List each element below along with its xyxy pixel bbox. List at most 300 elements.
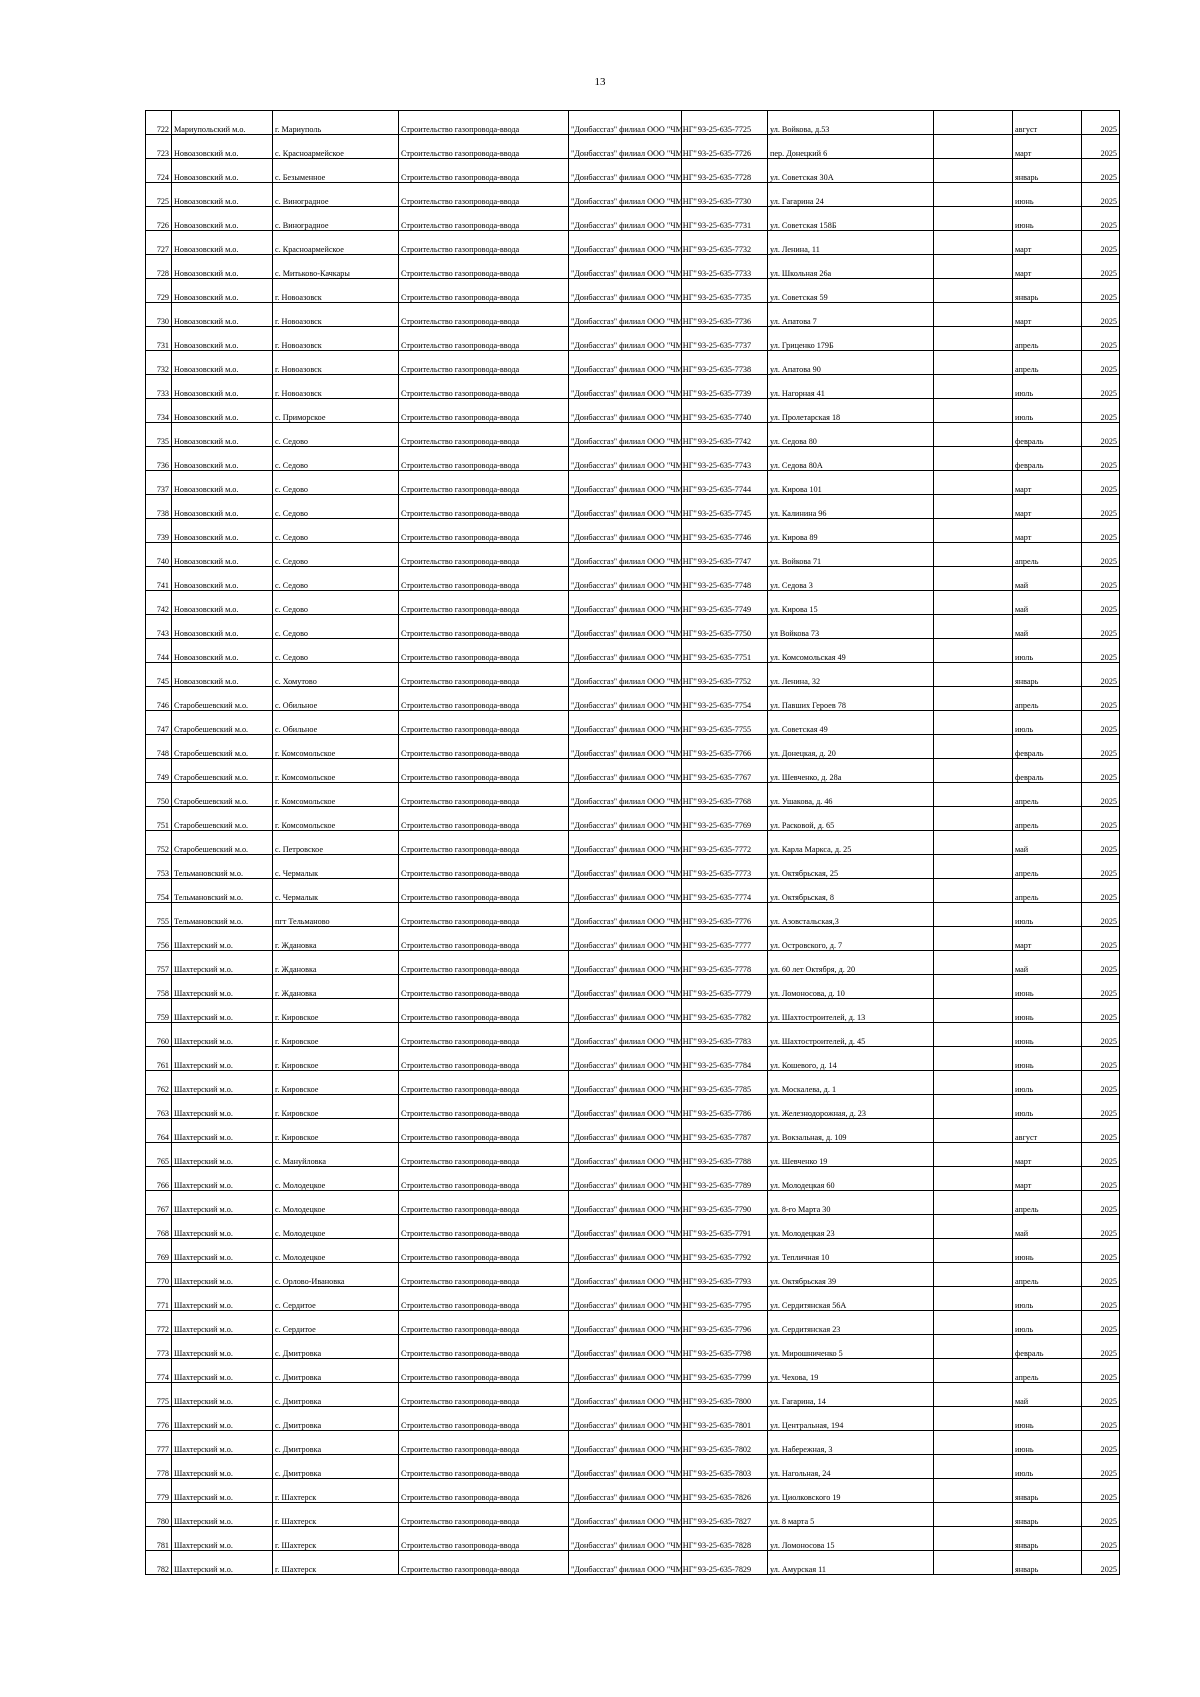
table-row	[146, 1287, 1120, 1311]
row-number: 736	[146, 447, 172, 471]
table-row	[146, 183, 1120, 207]
work-type-cell: Строительство газопровода-ввода	[399, 999, 569, 1023]
work-type-cell: Строительство газопровода-ввода	[399, 975, 569, 999]
locality-cell: с. Мануйловка	[273, 1143, 399, 1167]
row-number: 772	[146, 1311, 172, 1335]
work-type-cell: Строительство газопровода-ввода	[399, 1455, 569, 1479]
locality-cell: г. Кировское	[273, 999, 399, 1023]
object-code-cell: 93-25-635-7738	[682, 351, 768, 375]
municipality-cell: Шахтерский м.о.	[172, 1407, 273, 1431]
locality-cell: с. Виноградное	[273, 183, 399, 207]
organization-cell: "Донбассгаз" филиал ООО "ЧМНГ"	[569, 255, 682, 279]
month-cell: май	[1013, 615, 1082, 639]
organization-cell: "Донбассгаз" филиал ООО "ЧМНГ"	[569, 1215, 682, 1239]
address-cell: ул. Седова 80А	[768, 447, 934, 471]
municipality-cell: Новоазовский м.о.	[172, 543, 273, 567]
address-cell: ул. Набережная, 3	[768, 1431, 934, 1455]
locality-cell: г. Кировское	[273, 1023, 399, 1047]
table-row	[146, 399, 1120, 423]
locality-cell: с. Седово	[273, 471, 399, 495]
table-row	[146, 375, 1120, 399]
locality-cell: г. Комсомольское	[273, 759, 399, 783]
organization-cell: "Донбассгаз" филиал ООО "ЧМНГ"	[569, 1407, 682, 1431]
note-cell	[934, 567, 1013, 591]
address-cell: ул. Гагарина, 14	[768, 1383, 934, 1407]
year-cell: 2025	[1082, 1191, 1120, 1215]
municipality-cell: Шахтерский м.о.	[172, 1479, 273, 1503]
work-type-cell: Строительство газопровода-ввода	[399, 1407, 569, 1431]
object-code-cell: 93-25-635-7730	[682, 183, 768, 207]
municipality-cell: Шахтерский м.о.	[172, 1383, 273, 1407]
work-type-cell: Строительство газопровода-ввода	[399, 303, 569, 327]
address-cell: ул. Школьная 26а	[768, 255, 934, 279]
address-cell: ул. Сердитянская 56А	[768, 1287, 934, 1311]
work-type-cell: Строительство газопровода-ввода	[399, 255, 569, 279]
organization-cell: "Донбассгаз" филиал ООО "ЧМНГ"	[569, 1359, 682, 1383]
row-number: 749	[146, 759, 172, 783]
address-cell: ул. Железнодорожная, д. 23	[768, 1095, 934, 1119]
table-row	[146, 1263, 1120, 1287]
object-code-cell: 93-25-635-7768	[682, 783, 768, 807]
address-cell: ул. Чехова, 19	[768, 1359, 934, 1383]
organization-cell: "Донбассгаз" филиал ООО "ЧМНГ"	[569, 1167, 682, 1191]
year-cell: 2025	[1082, 1431, 1120, 1455]
locality-cell: г. Шахтерск	[273, 1479, 399, 1503]
year-cell: 2025	[1082, 1551, 1120, 1575]
work-type-cell: Строительство газопровода-ввода	[399, 735, 569, 759]
month-cell: март	[1013, 927, 1082, 951]
work-type-cell: Строительство газопровода-ввода	[399, 1263, 569, 1287]
month-cell: январь	[1013, 1503, 1082, 1527]
note-cell	[934, 735, 1013, 759]
work-type-cell: Строительство газопровода-ввода	[399, 111, 569, 135]
address-cell: ул. Ломоносова, д. 10	[768, 975, 934, 999]
month-cell: апрель	[1013, 543, 1082, 567]
row-number: 727	[146, 231, 172, 255]
month-cell: май	[1013, 567, 1082, 591]
note-cell	[934, 231, 1013, 255]
year-cell: 2025	[1082, 207, 1120, 231]
month-cell: март	[1013, 231, 1082, 255]
row-number: 737	[146, 471, 172, 495]
address-cell: ул. Павших Героев 78	[768, 687, 934, 711]
locality-cell: с. Обильное	[273, 711, 399, 735]
row-number: 775	[146, 1383, 172, 1407]
address-cell: ул Войкова 73	[768, 615, 934, 639]
table-row	[146, 567, 1120, 591]
work-type-cell: Строительство газопровода-ввода	[399, 1383, 569, 1407]
object-code-cell: 93-25-635-7784	[682, 1047, 768, 1071]
row-number: 753	[146, 855, 172, 879]
organization-cell: "Донбассгаз" филиал ООО "ЧМНГ"	[569, 1071, 682, 1095]
municipality-cell: Новоазовский м.о.	[172, 447, 273, 471]
year-cell: 2025	[1082, 231, 1120, 255]
locality-cell: г. Ждановка	[273, 951, 399, 975]
municipality-cell: Новоазовский м.о.	[172, 255, 273, 279]
locality-cell: г. Кировское	[273, 1119, 399, 1143]
address-cell: ул. Советская 49	[768, 711, 934, 735]
locality-cell: с. Седово	[273, 495, 399, 519]
object-code-cell: 93-25-635-7795	[682, 1287, 768, 1311]
organization-cell: "Донбассгаз" филиал ООО "ЧМНГ"	[569, 639, 682, 663]
organization-cell: "Донбассгаз" филиал ООО "ЧМНГ"	[569, 735, 682, 759]
month-cell: июль	[1013, 1311, 1082, 1335]
note-cell	[934, 1119, 1013, 1143]
locality-cell: с. Дмитровка	[273, 1335, 399, 1359]
year-cell: 2025	[1082, 1359, 1120, 1383]
work-type-cell: Строительство газопровода-ввода	[399, 135, 569, 159]
note-cell	[934, 1479, 1013, 1503]
object-code-cell: 93-25-635-7755	[682, 711, 768, 735]
municipality-cell: Шахтерский м.о.	[172, 1335, 273, 1359]
note-cell	[934, 303, 1013, 327]
note-cell	[934, 639, 1013, 663]
address-cell: ул. Мирошниченко 5	[768, 1335, 934, 1359]
table-row	[146, 855, 1120, 879]
year-cell: 2025	[1082, 351, 1120, 375]
year-cell: 2025	[1082, 975, 1120, 999]
locality-cell: с. Чермалык	[273, 855, 399, 879]
locality-cell: г. Новоазовск	[273, 279, 399, 303]
year-cell: 2025	[1082, 831, 1120, 855]
municipality-cell: Шахтерский м.о.	[172, 1527, 273, 1551]
locality-cell: г. Ждановка	[273, 927, 399, 951]
month-cell: август	[1013, 1119, 1082, 1143]
note-cell	[934, 1023, 1013, 1047]
year-cell: 2025	[1082, 1047, 1120, 1071]
note-cell	[934, 927, 1013, 951]
address-cell: ул. Ушакова, д. 46	[768, 783, 934, 807]
note-cell	[934, 975, 1013, 999]
object-code-cell: 93-25-635-7725	[682, 111, 768, 135]
table-row	[146, 543, 1120, 567]
row-number: 744	[146, 639, 172, 663]
row-number: 743	[146, 615, 172, 639]
municipality-cell: Новоазовский м.о.	[172, 423, 273, 447]
note-cell	[934, 327, 1013, 351]
object-code-cell: 93-25-635-7767	[682, 759, 768, 783]
locality-cell: с. Седово	[273, 519, 399, 543]
row-number: 777	[146, 1431, 172, 1455]
work-type-cell: Строительство газопровода-ввода	[399, 375, 569, 399]
month-cell: апрель	[1013, 1263, 1082, 1287]
locality-cell: с. Красноармейское	[273, 231, 399, 255]
address-cell: ул. Расковой, д. 65	[768, 807, 934, 831]
municipality-cell: Старобешевский м.о.	[172, 807, 273, 831]
municipality-cell: Шахтерский м.о.	[172, 1311, 273, 1335]
table-row	[146, 1167, 1120, 1191]
municipality-cell: Мариупольский м.о.	[172, 111, 273, 135]
work-type-cell: Строительство газопровода-ввода	[399, 423, 569, 447]
address-cell: ул. Азовстальская,3	[768, 903, 934, 927]
note-cell	[934, 1383, 1013, 1407]
work-type-cell: Строительство газопровода-ввода	[399, 903, 569, 927]
organization-cell: "Донбассгаз" филиал ООО "ЧМНГ"	[569, 783, 682, 807]
table-row	[146, 303, 1120, 327]
address-cell: ул. Амурская 11	[768, 1551, 934, 1575]
row-number: 745	[146, 663, 172, 687]
table-row	[146, 639, 1120, 663]
table-row	[146, 1239, 1120, 1263]
table-row	[146, 807, 1120, 831]
year-cell: 2025	[1082, 879, 1120, 903]
municipality-cell: Шахтерский м.о.	[172, 927, 273, 951]
year-cell: 2025	[1082, 735, 1120, 759]
municipality-cell: Новоазовский м.о.	[172, 375, 273, 399]
object-code-cell: 93-25-635-7749	[682, 591, 768, 615]
month-cell: апрель	[1013, 351, 1082, 375]
year-cell: 2025	[1082, 1311, 1120, 1335]
year-cell: 2025	[1082, 1263, 1120, 1287]
locality-cell: г. Шахтерск	[273, 1527, 399, 1551]
table-row	[146, 1551, 1120, 1575]
year-cell: 2025	[1082, 495, 1120, 519]
organization-cell: "Донбассгаз" филиал ООО "ЧМНГ"	[569, 351, 682, 375]
note-cell	[934, 135, 1013, 159]
work-type-cell: Строительство газопровода-ввода	[399, 807, 569, 831]
year-cell: 2025	[1082, 519, 1120, 543]
note-cell	[934, 423, 1013, 447]
work-type-cell: Строительство газопровода-ввода	[399, 1359, 569, 1383]
object-code-cell: 93-25-635-7766	[682, 735, 768, 759]
address-cell: ул. Циолковского 19	[768, 1479, 934, 1503]
work-type-cell: Строительство газопровода-ввода	[399, 1311, 569, 1335]
organization-cell: "Донбассгаз" филиал ООО "ЧМНГ"	[569, 759, 682, 783]
address-cell: ул. Гриценко 179Б	[768, 327, 934, 351]
table-row	[146, 1215, 1120, 1239]
organization-cell: "Донбассгаз" филиал ООО "ЧМНГ"	[569, 303, 682, 327]
organization-cell: "Донбассгаз" филиал ООО "ЧМНГ"	[569, 231, 682, 255]
municipality-cell: Новоазовский м.о.	[172, 591, 273, 615]
note-cell	[934, 1095, 1013, 1119]
table-row	[146, 1455, 1120, 1479]
work-type-cell: Строительство газопровода-ввода	[399, 783, 569, 807]
table-row	[146, 903, 1120, 927]
year-cell: 2025	[1082, 951, 1120, 975]
work-type-cell: Строительство газопровода-ввода	[399, 855, 569, 879]
row-number: 755	[146, 903, 172, 927]
locality-cell: г. Комсомольское	[273, 783, 399, 807]
address-cell: ул. Островского, д. 7	[768, 927, 934, 951]
year-cell: 2025	[1082, 447, 1120, 471]
organization-cell: "Донбассгаз" филиал ООО "ЧМНГ"	[569, 543, 682, 567]
month-cell: март	[1013, 471, 1082, 495]
year-cell: 2025	[1082, 423, 1120, 447]
organization-cell: "Донбассгаз" филиал ООО "ЧМНГ"	[569, 879, 682, 903]
year-cell: 2025	[1082, 591, 1120, 615]
work-type-cell: Строительство газопровода-ввода	[399, 207, 569, 231]
row-number: 773	[146, 1335, 172, 1359]
address-cell: ул. 8-го Марта 30	[768, 1191, 934, 1215]
row-number: 761	[146, 1047, 172, 1071]
municipality-cell: Шахтерский м.о.	[172, 1023, 273, 1047]
work-type-cell: Строительство газопровода-ввода	[399, 927, 569, 951]
locality-cell: г. Кировское	[273, 1071, 399, 1095]
address-cell: ул. Ломоносова 15	[768, 1527, 934, 1551]
month-cell: июль	[1013, 1071, 1082, 1095]
table-row	[146, 351, 1120, 375]
work-type-cell: Строительство газопровода-ввода	[399, 495, 569, 519]
year-cell: 2025	[1082, 1119, 1120, 1143]
table-row	[146, 975, 1120, 999]
locality-cell: г. Комсомольское	[273, 807, 399, 831]
row-number: 770	[146, 1263, 172, 1287]
address-cell: ул. Пролетарская 18	[768, 399, 934, 423]
row-number: 771	[146, 1287, 172, 1311]
locality-cell: с. Дмитровка	[273, 1359, 399, 1383]
municipality-cell: Шахтерский м.о.	[172, 1287, 273, 1311]
object-code-cell: 93-25-635-7791	[682, 1215, 768, 1239]
month-cell: апрель	[1013, 879, 1082, 903]
locality-cell: с. Приморское	[273, 399, 399, 423]
locality-cell: г. Кировское	[273, 1047, 399, 1071]
year-cell: 2025	[1082, 1071, 1120, 1095]
organization-cell: "Донбассгаз" филиал ООО "ЧМНГ"	[569, 615, 682, 639]
municipality-cell: Старобешевский м.о.	[172, 831, 273, 855]
object-code-cell: 93-25-635-7728	[682, 159, 768, 183]
table-row	[146, 471, 1120, 495]
year-cell: 2025	[1082, 375, 1120, 399]
locality-cell: с. Петровское	[273, 831, 399, 855]
table-row	[146, 951, 1120, 975]
address-cell: ул. 8 марта 5	[768, 1503, 934, 1527]
municipality-cell: Новоазовский м.о.	[172, 327, 273, 351]
work-type-cell: Строительство газопровода-ввода	[399, 1239, 569, 1263]
work-type-cell: Строительство газопровода-ввода	[399, 711, 569, 735]
row-number: 762	[146, 1071, 172, 1095]
table-row	[146, 615, 1120, 639]
municipality-cell: Шахтерский м.о.	[172, 1143, 273, 1167]
row-number: 760	[146, 1023, 172, 1047]
row-number: 729	[146, 279, 172, 303]
month-cell: июнь	[1013, 1407, 1082, 1431]
note-cell	[934, 1143, 1013, 1167]
year-cell: 2025	[1082, 1023, 1120, 1047]
object-code-cell: 93-25-635-7796	[682, 1311, 768, 1335]
work-type-cell: Строительство газопровода-ввода	[399, 759, 569, 783]
municipality-cell: Новоазовский м.о.	[172, 351, 273, 375]
locality-cell: г. Комсомольское	[273, 735, 399, 759]
work-type-cell: Строительство газопровода-ввода	[399, 279, 569, 303]
municipality-cell: Новоазовский м.о.	[172, 567, 273, 591]
organization-cell: "Донбассгаз" филиал ООО "ЧМНГ"	[569, 1119, 682, 1143]
month-cell: март	[1013, 1143, 1082, 1167]
municipality-cell: Новоазовский м.о.	[172, 231, 273, 255]
address-cell: ул. Тепличная 10	[768, 1239, 934, 1263]
row-number: 735	[146, 423, 172, 447]
table-row	[146, 783, 1120, 807]
row-number: 748	[146, 735, 172, 759]
organization-cell: "Донбассгаз" филиал ООО "ЧМНГ"	[569, 567, 682, 591]
table-row	[146, 519, 1120, 543]
locality-cell: г. Новоазовск	[273, 375, 399, 399]
table-row	[146, 1191, 1120, 1215]
row-number: 763	[146, 1095, 172, 1119]
note-cell	[934, 759, 1013, 783]
object-code-cell: 93-25-635-7731	[682, 207, 768, 231]
note-cell	[934, 1455, 1013, 1479]
organization-cell: "Донбассгаз" филиал ООО "ЧМНГ"	[569, 1431, 682, 1455]
municipality-cell: Новоазовский м.о.	[172, 279, 273, 303]
municipality-cell: Новоазовский м.о.	[172, 495, 273, 519]
month-cell: июнь	[1013, 1431, 1082, 1455]
year-cell: 2025	[1082, 903, 1120, 927]
note-cell	[934, 615, 1013, 639]
address-cell: ул. Шахтостроителей, д. 13	[768, 999, 934, 1023]
year-cell: 2025	[1082, 1383, 1120, 1407]
work-type-cell: Строительство газопровода-ввода	[399, 1143, 569, 1167]
work-type-cell: Строительство газопровода-ввода	[399, 1503, 569, 1527]
object-code-cell: 93-25-635-7744	[682, 471, 768, 495]
month-cell: апрель	[1013, 687, 1082, 711]
address-cell: ул. Шахтостроителей, д. 45	[768, 1023, 934, 1047]
table-row	[146, 231, 1120, 255]
organization-cell: "Донбассгаз" филиал ООО "ЧМНГ"	[569, 1479, 682, 1503]
month-cell: июнь	[1013, 1023, 1082, 1047]
locality-cell: г. Новоазовск	[273, 303, 399, 327]
address-cell: ул. Москалева, д. 1	[768, 1071, 934, 1095]
month-cell: январь	[1013, 1551, 1082, 1575]
month-cell: июнь	[1013, 183, 1082, 207]
locality-cell: г. Шахтерск	[273, 1503, 399, 1527]
organization-cell: "Донбассгаз" филиал ООО "ЧМНГ"	[569, 951, 682, 975]
address-cell: ул. Апатова 7	[768, 303, 934, 327]
locality-cell: с. Молодецкое	[273, 1191, 399, 1215]
table-row	[146, 255, 1120, 279]
row-number: 779	[146, 1479, 172, 1503]
work-type-cell: Строительство газопровода-ввода	[399, 1047, 569, 1071]
note-cell	[934, 1527, 1013, 1551]
object-code-cell: 93-25-635-7726	[682, 135, 768, 159]
year-cell: 2025	[1082, 1479, 1120, 1503]
object-code-cell: 93-25-635-7803	[682, 1455, 768, 1479]
work-type-cell: Строительство газопровода-ввода	[399, 1551, 569, 1575]
year-cell: 2025	[1082, 1455, 1120, 1479]
work-type-cell: Строительство газопровода-ввода	[399, 1215, 569, 1239]
organization-cell: "Донбассгаз" филиал ООО "ЧМНГ"	[569, 975, 682, 999]
municipality-cell: Новоазовский м.о.	[172, 207, 273, 231]
row-number: 724	[146, 159, 172, 183]
address-cell: ул. Октябрьская, 8	[768, 879, 934, 903]
object-code-cell: 93-25-635-7754	[682, 687, 768, 711]
object-code-cell: 93-25-635-7743	[682, 447, 768, 471]
month-cell: июнь	[1013, 975, 1082, 999]
municipality-cell: Шахтерский м.о.	[172, 1167, 273, 1191]
organization-cell: "Донбассгаз" филиал ООО "ЧМНГ"	[569, 831, 682, 855]
year-cell: 2025	[1082, 1239, 1120, 1263]
row-number: 751	[146, 807, 172, 831]
note-cell	[934, 159, 1013, 183]
work-type-cell: Строительство газопровода-ввода	[399, 543, 569, 567]
note-cell	[934, 951, 1013, 975]
month-cell: июль	[1013, 375, 1082, 399]
row-number: 732	[146, 351, 172, 375]
year-cell: 2025	[1082, 639, 1120, 663]
month-cell: март	[1013, 519, 1082, 543]
month-cell: январь	[1013, 279, 1082, 303]
address-cell: ул. Шевченко 19	[768, 1143, 934, 1167]
table-row	[146, 1119, 1120, 1143]
table-row	[146, 159, 1120, 183]
locality-cell: с. Дмитровка	[273, 1431, 399, 1455]
organization-cell: "Донбассгаз" филиал ООО "ЧМНГ"	[569, 1527, 682, 1551]
year-cell: 2025	[1082, 1095, 1120, 1119]
note-cell	[934, 1215, 1013, 1239]
locality-cell: г. Мариуполь	[273, 111, 399, 135]
year-cell: 2025	[1082, 663, 1120, 687]
locality-cell: с. Дмитровка	[273, 1407, 399, 1431]
year-cell: 2025	[1082, 183, 1120, 207]
